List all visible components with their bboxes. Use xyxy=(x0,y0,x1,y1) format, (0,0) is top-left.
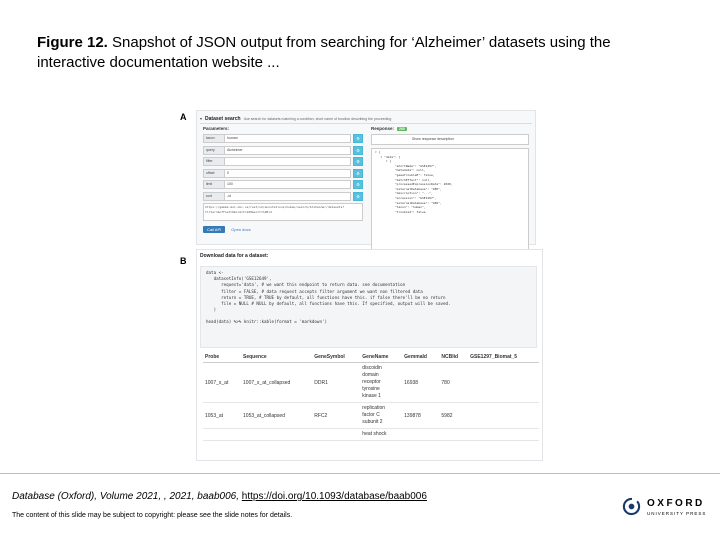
table-cell-sequence: 1007_s_at_collapsed xyxy=(241,363,312,403)
param-row xyxy=(203,180,363,189)
gene-name-line: receptor xyxy=(362,379,381,385)
param-name: filter xyxy=(203,157,225,166)
json-line: "processedExpressionDate": 2020, xyxy=(375,182,453,187)
param-name: taxon xyxy=(203,134,225,143)
oxford-logo xyxy=(622,496,712,518)
gene-name-line: factor C xyxy=(362,412,380,418)
logo-name: OXFORD xyxy=(647,498,705,509)
doi-link[interactable]: https://doi.org/10.1093/database/baab006 xyxy=(241,491,427,502)
gene-name-line: subunit 2 xyxy=(362,419,383,425)
gene-name-line: domain xyxy=(362,372,379,378)
chevron-down-icon: ▾ xyxy=(200,116,203,121)
panel-b-letter: B xyxy=(180,256,187,266)
panel-a-header xyxy=(200,114,532,124)
column-header: Sequence xyxy=(241,352,312,363)
json-line: "geeeTroubleE": false, xyxy=(375,172,435,177)
param-gear-icon[interactable]: ⚙ xyxy=(353,192,363,201)
table-cell-name xyxy=(360,403,402,429)
column-header: GSE1297_Biomat_5 xyxy=(468,352,539,363)
table-cell-symbol xyxy=(312,429,360,441)
json-line: "accession": "GSE1297", xyxy=(375,195,437,200)
json-line: ▾ { xyxy=(375,150,381,154)
gene-name-line: replication xyxy=(362,405,386,411)
table-cell-gemma xyxy=(402,429,439,441)
json-line: "taxon": "human", xyxy=(375,205,426,210)
code-line: head(data) %>% knitr::kable(format = 'markdown') xyxy=(206,319,328,325)
table-cell-name xyxy=(360,429,402,441)
response-code-badge: 200 xyxy=(399,126,405,131)
table-cell-gemma: 16938 xyxy=(402,363,439,403)
table-row xyxy=(203,429,539,441)
response-label: Response: xyxy=(371,126,395,131)
data-table xyxy=(203,352,539,441)
table-cell-ncbi: 780 xyxy=(439,363,468,403)
json-line: "externalDatabase": "GEO", xyxy=(375,186,442,191)
table-row xyxy=(203,363,539,403)
param-name: offset xyxy=(203,169,225,178)
param-gear-icon[interactable]: ⚙ xyxy=(353,134,363,143)
code-line: data <- xyxy=(206,270,224,275)
param-row xyxy=(203,192,363,201)
json-output xyxy=(371,148,529,250)
code-line: return = TRUE, # TRUE by default, all functions have this. if false there'll be no return xyxy=(206,294,446,300)
parameters-section xyxy=(203,126,363,221)
figure-label: Figure 12. xyxy=(37,34,108,51)
column-header: GemmaId xyxy=(402,352,439,363)
gene-name-line: kinase 1 xyxy=(362,393,381,399)
table-header-row xyxy=(203,352,539,363)
logo-subtitle: UNIVERSITY PRESS xyxy=(647,511,707,516)
param-row xyxy=(203,134,363,143)
panel-a-description: Use search for datasets matching a condition, short name of function describing the proceeding xyxy=(243,116,392,121)
panel-a-screenshot xyxy=(196,110,536,245)
param-row xyxy=(203,157,363,166)
table-cell-sequence xyxy=(241,429,312,441)
json-line: "shortName": "GSE1297", xyxy=(375,163,437,168)
panel-a-title: Dataset search xyxy=(205,115,241,122)
gene-name-line: discoidin xyxy=(362,365,382,371)
json-line: "batchEffect": null, xyxy=(375,177,431,182)
table-row xyxy=(203,403,539,429)
json-line: "description": "...", xyxy=(375,191,433,196)
table-cell-gemma: 139878 xyxy=(402,403,439,429)
param-gear-icon[interactable]: ⚙ xyxy=(353,169,363,178)
table-cell-probe xyxy=(203,429,241,441)
table-cell-probe: 1053_at xyxy=(203,403,241,429)
param-name: sort xyxy=(203,192,225,201)
param-value-input[interactable]: Alzheimer xyxy=(225,146,351,155)
table-cell-ncbi: 5982 xyxy=(439,403,468,429)
footer-divider xyxy=(0,473,720,474)
code-line: datasetInfo('GSE12649', xyxy=(206,276,272,282)
param-name: limit xyxy=(203,180,225,189)
table-cell-probe: 1007_s_at xyxy=(203,363,241,403)
json-line: ▾ { xyxy=(375,159,392,164)
citation-text: Database (Oxford), Volume 2021, , 2021, baab006, xyxy=(12,491,242,502)
param-row xyxy=(203,169,363,178)
table-cell-name xyxy=(360,363,402,403)
code-line: filter = FALSE, # data request accepts filter argument we want non filtered data xyxy=(206,288,423,294)
table-cell-sequence: 1053_at_collapsed xyxy=(241,403,312,429)
call-api-button[interactable]: Call API xyxy=(203,226,225,233)
code-line: ) xyxy=(206,307,217,313)
param-value-input[interactable]: human xyxy=(225,134,351,143)
param-gear-icon[interactable]: ⚙ xyxy=(353,180,363,189)
panel-a-letter: A xyxy=(180,112,187,122)
oxford-ring-icon xyxy=(622,497,641,516)
param-value-input[interactable]: -id xyxy=(225,192,351,201)
table-cell-biomat xyxy=(468,429,539,441)
table-cell-biomat xyxy=(468,403,539,429)
column-header: GeneName xyxy=(360,352,402,363)
figure-caption xyxy=(37,33,677,73)
table-cell-ncbi xyxy=(439,429,468,441)
code-line: file = NULL # NULL by default, all functions have this. If specified, output will be saved. xyxy=(206,301,451,307)
panel-b-title: Download data for a dataset: xyxy=(200,253,269,259)
param-value-input[interactable] xyxy=(225,157,351,166)
column-header: GeneSymbol xyxy=(312,352,360,363)
json-line: ▾ "data": [ xyxy=(375,154,401,159)
parameters-label: Parameters: xyxy=(203,126,230,131)
json-line: "externalDatabase": "GEO", xyxy=(375,200,442,205)
param-value-input[interactable]: 100 xyxy=(225,180,351,189)
table-cell-symbol: DDR1 xyxy=(312,363,360,403)
param-value-input[interactable]: 0 xyxy=(225,169,351,178)
column-header: NCBIid xyxy=(439,352,468,363)
param-gear-icon[interactable]: ⚙ xyxy=(353,146,363,155)
r-code-block xyxy=(200,266,537,348)
open-docs-link[interactable]: Open docs xyxy=(231,227,251,232)
json-line: "metadata": null, xyxy=(375,168,426,173)
panel-b-screenshot xyxy=(196,249,543,461)
json-line: "troubled": false xyxy=(375,209,426,214)
code-line: request='data', # we want this endpoint to return data. see documentation xyxy=(206,282,406,288)
param-gear-icon[interactable]: ⚙ xyxy=(353,157,363,166)
table-cell-symbol: RFC2 xyxy=(312,403,360,429)
gene-name-line: heat shock xyxy=(362,431,387,437)
param-row xyxy=(203,146,363,155)
column-header: Probe xyxy=(203,352,241,363)
table-cell-biomat xyxy=(468,363,539,403)
response-description-box[interactable]: Show response description xyxy=(371,134,529,145)
param-name: query xyxy=(203,146,225,155)
citation xyxy=(12,491,427,502)
copyright-notice: The content of this slide may be subject to copyright: please see the slide notes for details. xyxy=(12,512,293,519)
response-header xyxy=(371,126,529,131)
gene-name-line: tyrosine xyxy=(362,386,380,392)
caption-text: Snapshot of JSON output from searching for ‘Alzheimer’ datasets using the interactive documentation website ... xyxy=(37,34,611,71)
request-url-box: https://gemma.msl.ubc.ca/rest/v2/annotations/human/search/Alzheimer/datasets?filter=&offset=0&limit=100&sort=%2Bid xyxy=(203,203,363,221)
response-section xyxy=(371,126,529,250)
execute-bar xyxy=(203,226,251,233)
